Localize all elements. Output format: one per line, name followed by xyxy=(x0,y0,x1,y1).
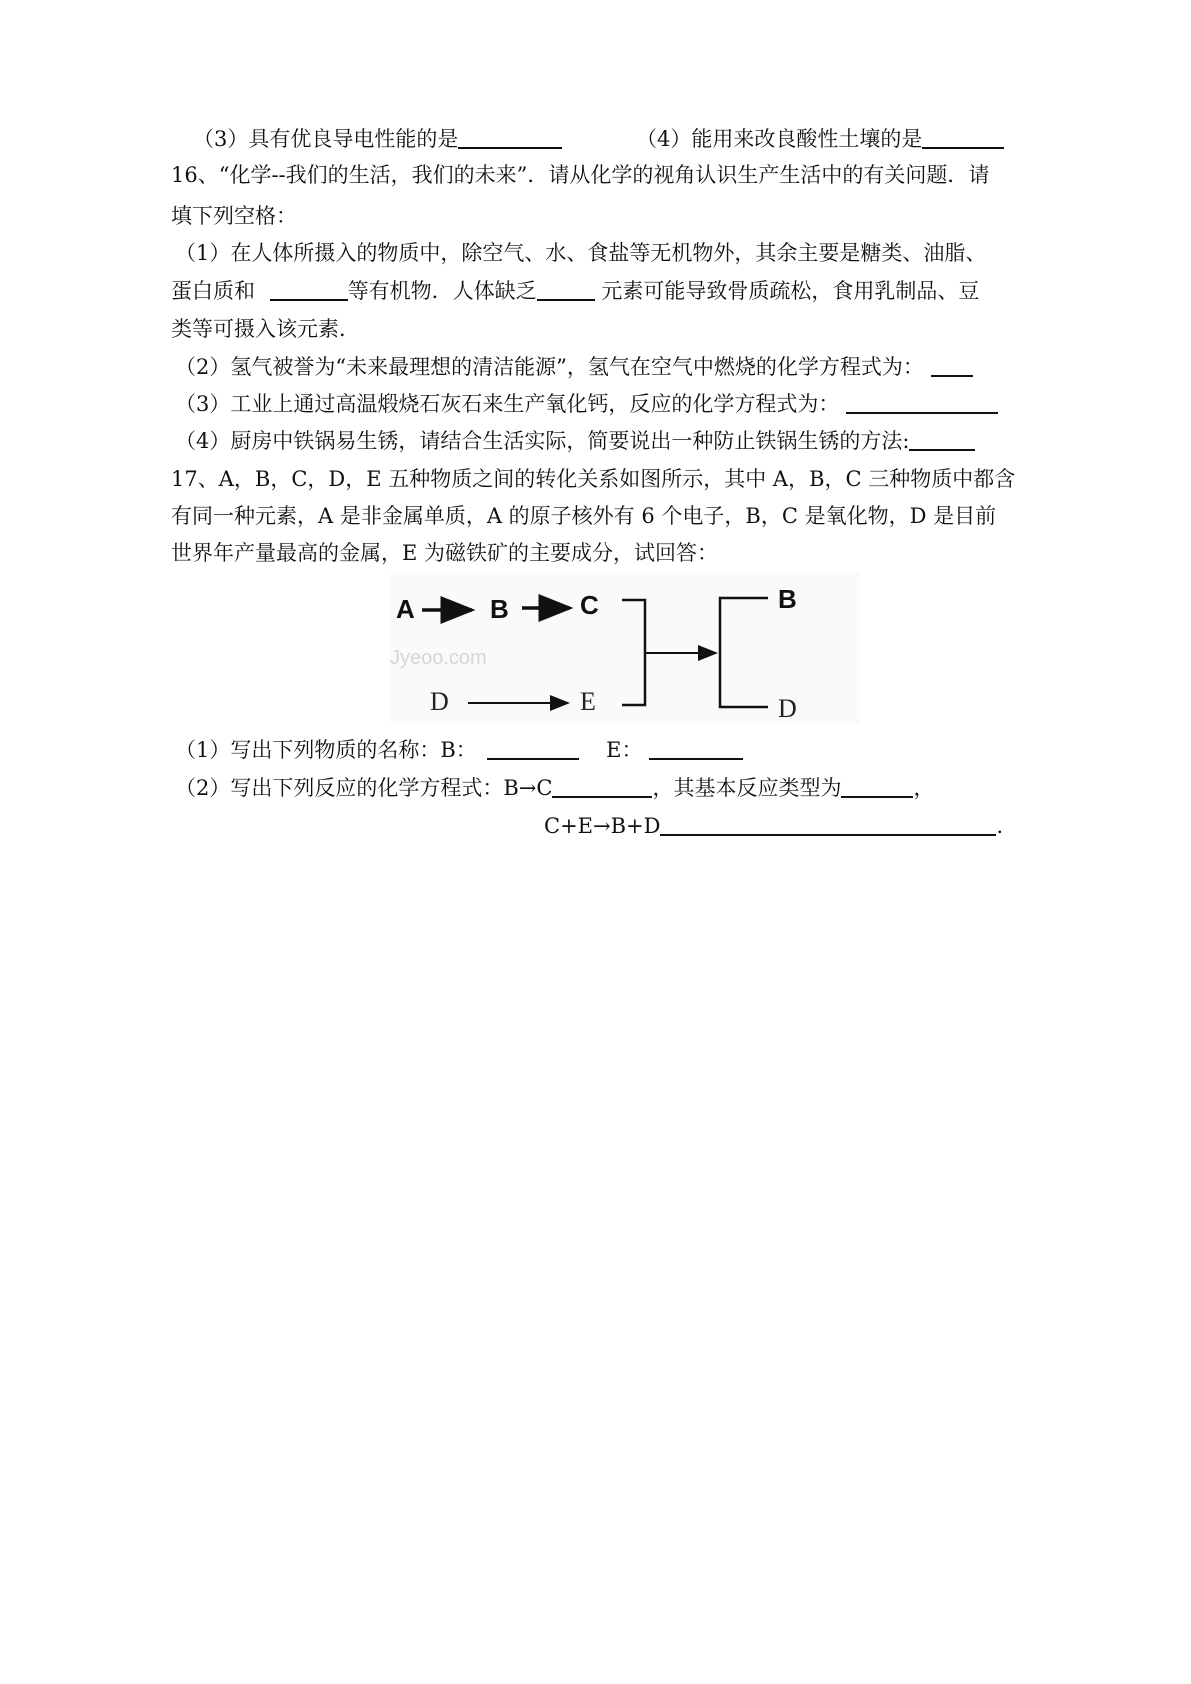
answer-blank[interactable] xyxy=(552,776,652,798)
answer-blank[interactable] xyxy=(931,355,973,377)
answer-blank[interactable] xyxy=(909,429,975,451)
q16-part1-text-c: 元素可能导致骨质疏松，食用乳制品、豆 xyxy=(601,279,980,303)
q16-part1-text-a: 蛋白质和 xyxy=(171,279,255,303)
product-d-label: D xyxy=(778,694,797,723)
answer-blank[interactable] xyxy=(841,776,913,798)
right-bracket xyxy=(720,598,768,707)
q17-sub1-text-b: E： xyxy=(606,738,643,762)
q16-part1-line1: （1）在人体所摄入的物质中，除空气、水、食盐等无机物外，其余主要是糖类、油脂、 xyxy=(175,241,987,265)
q17-sub3-row xyxy=(544,813,1017,839)
q17-sub3-text-b: ． xyxy=(996,814,1018,838)
node-b-label: B xyxy=(490,594,509,624)
q16-intro-line1: 16、“化学--我们的生活，我们的未来”．请从化学的视角认识生产生活中的有关问题．请 xyxy=(171,163,990,187)
q17-intro-line1: 17、A，B，C，D，E 五种物质之间的转化关系如图所示，其中 A，B，C 三种物质中都含 xyxy=(171,467,1016,491)
q17-sub2-text-a: （2）写出下列反应的化学方程式：B→C xyxy=(175,776,553,800)
q16-part4-text: （4）厨房中铁锅易生锈，请结合生活实际，简要说出一种防止铁锅生锈的方法: xyxy=(175,429,910,453)
answer-blank-b[interactable] xyxy=(487,738,579,760)
q16-part1-line2 xyxy=(171,278,979,304)
q16-intro-line2: 填下列空格： xyxy=(171,204,297,228)
left-bracket xyxy=(622,600,645,705)
answer-blank[interactable] xyxy=(270,279,348,301)
q15-item4-row xyxy=(636,126,1004,152)
q16-part1-text-b: 等有机物．人体缺乏 xyxy=(347,279,537,303)
q17-sub1-row xyxy=(175,737,743,763)
reaction-diagram-svg xyxy=(390,572,860,724)
q17-intro-line3: 世界年产量最高的金属，E 为磁铁矿的主要成分，试回答： xyxy=(171,541,719,565)
q16-part3-text: （3）工业上通过高温煅烧石灰石来生产氧化钙，反应的化学方程式为： xyxy=(175,392,840,416)
reaction-diagram xyxy=(390,572,860,724)
answer-blank[interactable] xyxy=(458,127,562,149)
answer-blank-e[interactable] xyxy=(649,738,743,760)
watermark: Jyeoo.com xyxy=(390,647,487,669)
q15-item3-text: （3）具有优良导电性能的是 xyxy=(193,127,459,151)
q16-part2-text: （2）氢气被誉为“未来最理想的清洁能源”，氢气在空气中燃烧的化学方程式为： xyxy=(175,355,924,379)
answer-blank[interactable] xyxy=(846,392,998,414)
q17-sub1-text-a: （1）写出下列物质的名称：B： xyxy=(175,738,477,762)
answer-blank[interactable] xyxy=(922,127,1004,149)
q16-part1-line3: 类等可摄入该元素． xyxy=(171,317,360,341)
node-e-label: E xyxy=(580,687,596,716)
q15-item4-text: （4）能用来改良酸性土壤的是 xyxy=(636,127,923,151)
product-b-label: B xyxy=(778,584,797,614)
q15-item3-row xyxy=(193,126,562,152)
q17-intro-line2: 有同一种元素，A 是非金属单质，A 的原子核外有 6 个电子，B，C 是氧化物，D 是目前 xyxy=(171,504,997,528)
node-d-label: D xyxy=(430,687,449,716)
q16-part3-row xyxy=(175,391,998,417)
node-c-label: C xyxy=(580,590,599,620)
q17-sub2-text-c: ， xyxy=(913,776,935,800)
q17-sub3-text-a: C+E→B+D xyxy=(544,814,661,838)
node-a-label: A xyxy=(396,594,415,624)
q17-sub2-row xyxy=(175,775,934,801)
answer-blank[interactable] xyxy=(537,279,595,301)
q17-sub2-text-b: ，其基本反应类型为 xyxy=(652,776,842,800)
q16-part2-row xyxy=(175,354,973,380)
answer-blank[interactable] xyxy=(660,814,996,836)
q16-part4-row xyxy=(175,428,975,454)
